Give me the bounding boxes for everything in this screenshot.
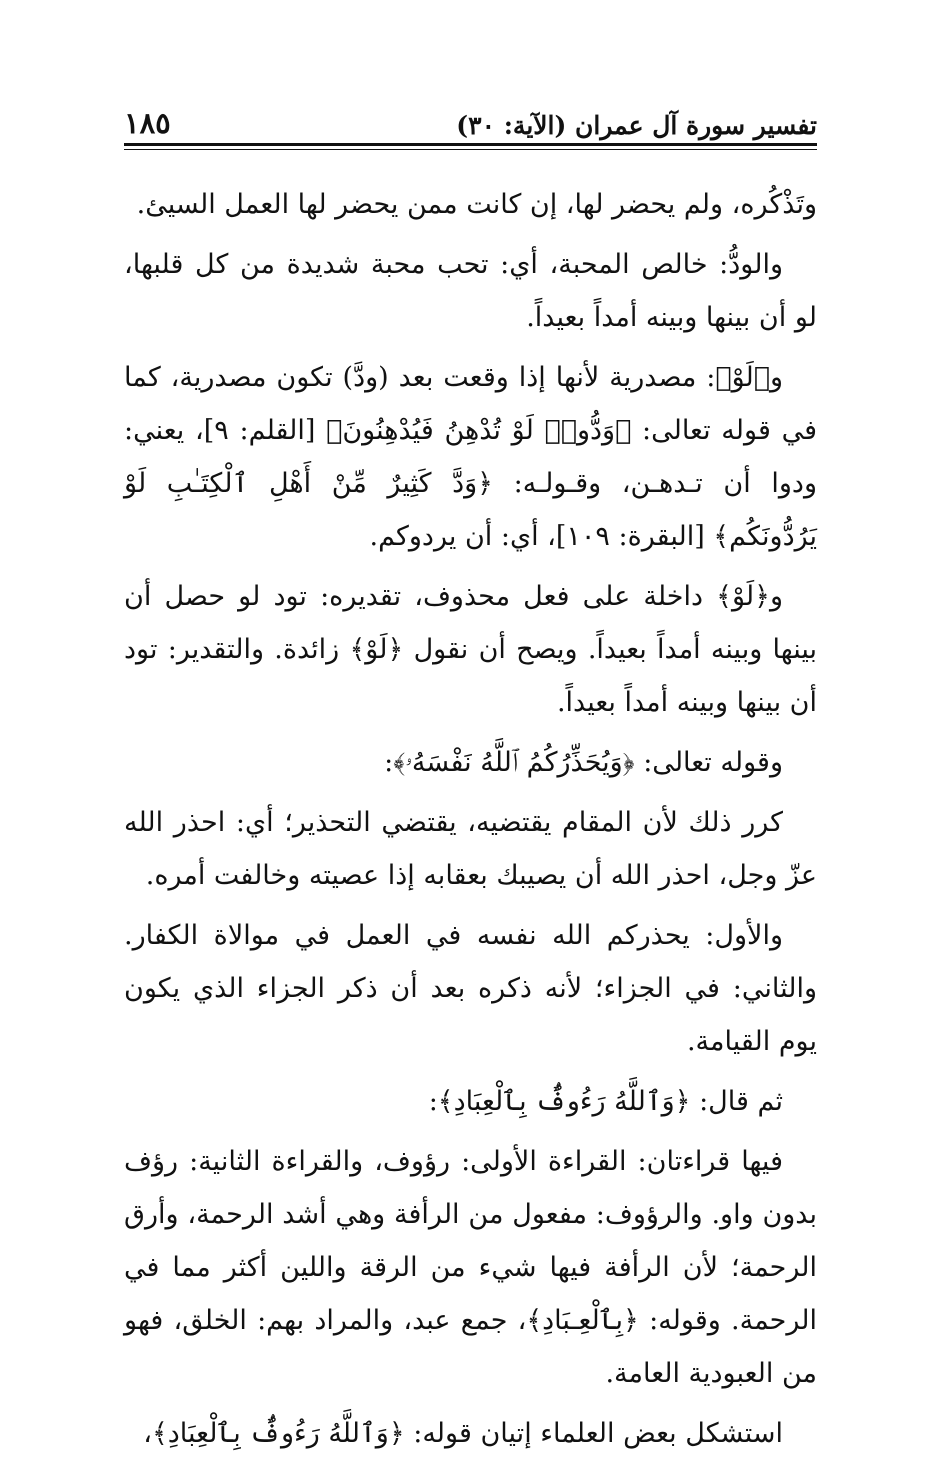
paragraph-1: وتَذْكُره، ولم يحضر لها، إن كانت ممن يحضر لها العمل السيئ.: [136, 189, 817, 220]
page-header: [124, 100, 817, 140]
paragraph-9: فيها قراءتان: القراءة الأولى: رؤوف، والقراءة الثانية: رؤف بدون واو. والرؤوف: مفعول من الرأفة وهي أشد الرحمة، وأرق الرحمة؛ لأن الرأفة فيها شيء من الرقة واللين أكثر مما في الرحمة. وقوله: ﴿بِٱلْعِـبَادِ﴾، جمع عبد، والمراد بهم: الخلق، فهو من العبودية العامة.: [124, 1146, 817, 1389]
paragraph-5: وقوله تعالى: ﴿وَيُحَذِّرُكُمُ ٱللَّهُ نَفْسَهُۥ﴾:: [384, 747, 783, 778]
running-title: تفسير سورة آل عمران (الآية: ٣٠): [456, 111, 817, 140]
header-rule-thick: [124, 143, 817, 146]
paragraph-4: و﴿لَوْ﴾ داخلة على فعل محذوف، تقديره: تود لو حصل أن بينها وبينه أمداً بعيداً. ويصح أن نقول ﴿لَوْ﴾ زائدة. والتقدير: تود أن بينها وبينه أمداً بعيداً.: [124, 581, 817, 718]
paragraph-3: و﴿لَوْ﴾: مصدرية لأنها إذا وقعت بعد (ودَّ) تكون مصدرية، كما في قوله تعالى: ﴿وَدُّوا۟ لَوْ تُدْهِنُ فَيُدْهِنُونَ﴾ [القلم: ٩]، يعني: ودوا أن تـدهـن، وقـولـه: ﴿وَدَّ كَثِيرٌ مِّنْ أَهْلِ ٱلْكِتَـٰبِ لَوْ يَرُدُّونَكُم﴾ [البقرة: ١٠٩]، أي: أن يردوكم.: [124, 362, 817, 552]
paragraph-2: والودُّ: خالص المحبة، أي: تحب محبة شديدة من كل قلبها، لو أن بينها وبينه أمداً بعيداً.: [124, 249, 817, 333]
page-number: ١٨٥: [124, 106, 171, 140]
paragraph-7: والأول: يحذركم الله نفسه في العمل في موالاة الكفار. والثاني: في الجزاء؛ لأنه ذكره بعد أن ذكر الجزاء الذي يكون يوم القيامة.: [124, 920, 817, 1057]
page-body: [124, 178, 817, 1449]
paragraph-8: ثم قال: ﴿وَٱللَّهُ رَءُوفٌۢ بِٱلْعِبَادِ﴾:: [428, 1086, 783, 1117]
paragraph-10: استشكل بعض العلماء إتيان قوله: ﴿وَٱللَّهُ رَءُوفٌۢ بِٱلْعِبَادِ﴾،: [143, 1418, 783, 1449]
header-rule-thin: [124, 149, 817, 150]
paragraph-6: كرر ذلك لأن المقام يقتضيه، يقتضي التحذير؛ أي: احذر الله عزّ وجل، احذر الله أن يصيبك بعقابه إذا عصيته وخالفت أمره.: [124, 807, 817, 891]
